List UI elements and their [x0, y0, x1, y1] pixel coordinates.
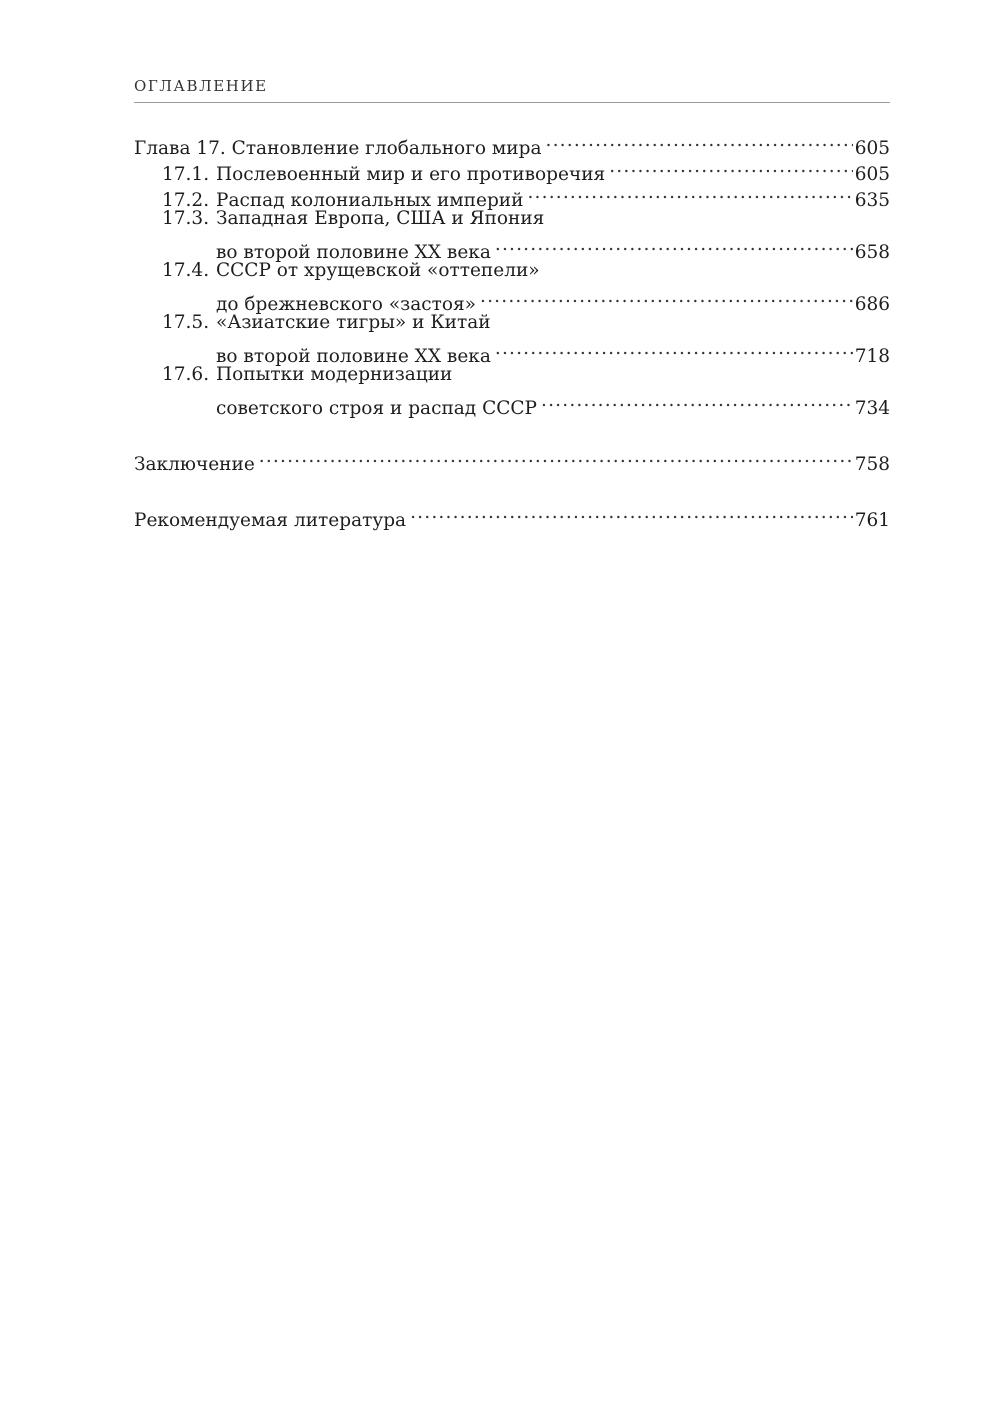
toc-entry-title-continued: во второй половине XX века [216, 242, 491, 263]
dot-leader [480, 284, 853, 310]
toc-entry-title: Глава 17. Становление глобального мира [134, 138, 542, 159]
section-number: 17.2. [162, 190, 210, 211]
toc-entry-page: 718 [854, 346, 890, 367]
toc-entry-title: Западная Европа, США и Япония [216, 208, 545, 229]
toc-entry-page: 658 [854, 242, 890, 263]
toc-entry-title: СССР от хрущевской «оттепели» [216, 260, 540, 281]
toc-entry-17-4-continued[interactable] [134, 284, 890, 315]
toc-entry-page: 605 [854, 164, 890, 185]
section-number: 17.5. [162, 312, 210, 333]
toc-entry-title-continued: до брежневского «застоя» [216, 294, 476, 315]
table-of-contents [134, 128, 890, 531]
dot-leader [546, 128, 853, 154]
toc-entry-17-3-continued[interactable] [134, 232, 890, 263]
dot-leader [609, 154, 852, 180]
header-rule [134, 102, 890, 103]
toc-entry-literature[interactable] [134, 500, 890, 531]
toc-entry-page: 761 [854, 510, 890, 531]
section-number: 17.1. [162, 164, 210, 185]
toc-entry-title: Попытки модернизации [216, 364, 453, 385]
toc-entry-title: Заключение [134, 454, 255, 475]
toc-entry-page: 605 [854, 138, 890, 159]
section-number: 17.3. [162, 208, 210, 229]
dot-leader [495, 232, 853, 258]
toc-entry-page: 686 [854, 294, 890, 315]
toc-entry-page: 635 [854, 190, 890, 211]
toc-entry-17-3[interactable] [134, 206, 890, 232]
running-header: ОГЛАВЛЕНИЕ [134, 77, 268, 95]
dot-leader [259, 444, 853, 470]
toc-entry-17-6-continued[interactable] [134, 388, 890, 419]
toc-entry-title: Послевоенный мир и его противоречия [216, 164, 606, 185]
toc-entry-conclusion[interactable] [134, 444, 890, 475]
dot-leader [527, 180, 852, 206]
toc-entry-17-6[interactable] [134, 362, 890, 388]
toc-entry-title-continued: советского строя и распад СССР [216, 398, 537, 419]
toc-entry-chapter-17[interactable] [134, 128, 890, 159]
toc-entry-title: «Азиатские тигры» и Китай [216, 312, 491, 333]
toc-entry-17-5-continued[interactable] [134, 336, 890, 367]
dot-leader [495, 336, 853, 362]
toc-entry-page: 758 [854, 454, 890, 475]
section-number: 17.6. [162, 364, 210, 385]
toc-entry-17-5[interactable] [134, 310, 890, 336]
toc-entry-title-continued: во второй половине XX века [216, 346, 491, 367]
toc-entry-page: 734 [854, 398, 890, 419]
toc-entry-17-4[interactable] [134, 258, 890, 284]
toc-entry-title: Рекомендуемая литература [134, 510, 407, 531]
section-number: 17.4. [162, 260, 210, 281]
dot-leader [541, 388, 853, 414]
dot-leader [410, 500, 853, 526]
toc-entry-title: Распад колониальных империй [216, 190, 524, 211]
